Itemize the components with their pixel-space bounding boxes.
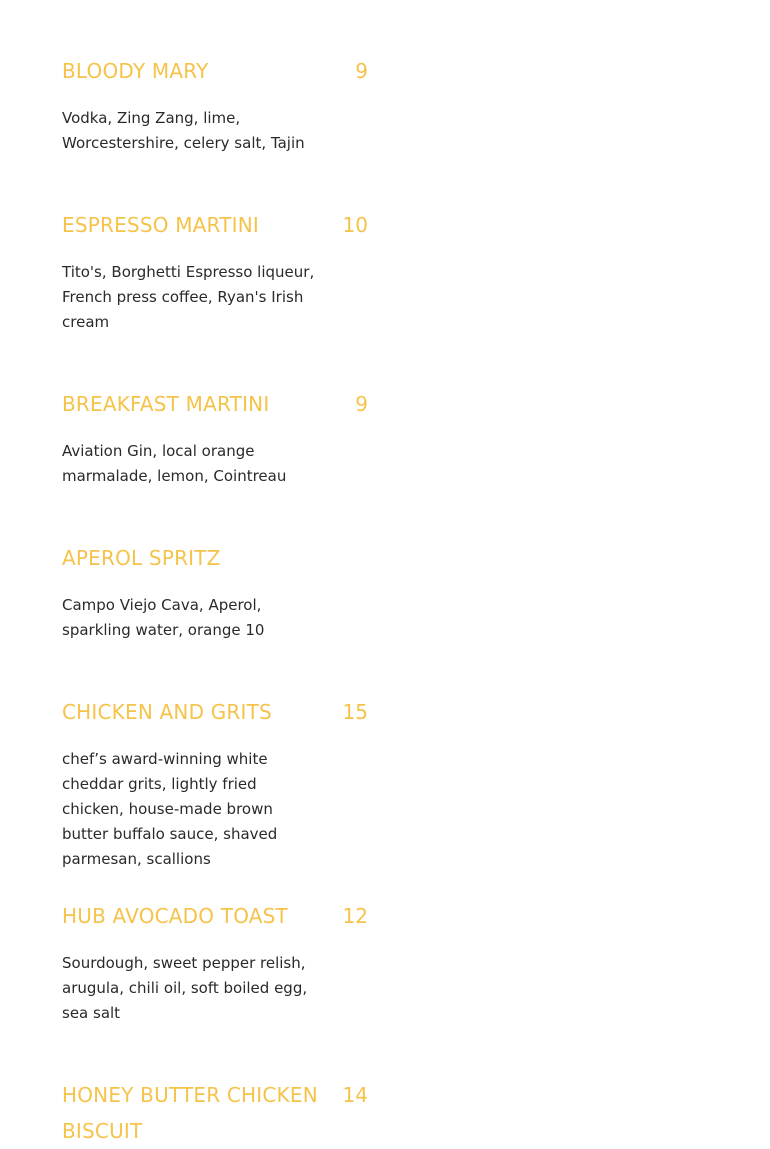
menu-item-honey-butter-chicken-biscuit [62, 1083, 368, 1143]
menu-item-aperol-spritz [62, 546, 368, 643]
menu-item-price: 14 [342, 1083, 368, 1107]
menu-item-breakfast-martini [62, 392, 368, 489]
menu-item-header [62, 392, 368, 424]
menu-item-hub-avocado-toast [62, 904, 368, 1026]
menu-item-name: APEROL SPRITZ [62, 546, 221, 570]
menu-item-description: Aviation Gin, local orange marmalade, lemon, Cointreau [62, 442, 287, 485]
menu-item-name: BREAKFAST MARTINI [62, 392, 270, 416]
menu-item-chicken-and-grits [62, 700, 368, 872]
menu-item-price: 15 [342, 700, 368, 724]
menu-item-header [62, 1083, 368, 1143]
menu-item-name: BLOODY MARY [62, 59, 209, 83]
menu-item-name: HONEY BUTTER CHICKEN BISCUIT [62, 1083, 318, 1143]
menu-item-header [62, 213, 368, 245]
menu-item-name: HUB AVOCADO TOAST [62, 904, 288, 928]
menu-item-description: chef’s award-winning white cheddar grits, lightly fried chicken, house-made brown butter buffalo sauce, shaved parmesan, scallions [62, 750, 278, 868]
menu-item-espresso-martini [62, 213, 368, 335]
menu-item-description: Tito's, Borghetti Espresso liqueur, French press coffee, Ryan's Irish cream [62, 263, 315, 331]
menu-item-header [62, 700, 368, 732]
menu-item-price: 10 [342, 213, 368, 237]
menu-item-price: 12 [342, 904, 368, 928]
menu-item-description: Campo Viejo Cava, Aperol, sparkling water, orange 10 [62, 596, 265, 639]
menu-item-header [62, 59, 368, 91]
menu-item-description: Sourdough, sweet pepper relish, arugula, chili oil, soft boiled egg, sea salt [62, 954, 308, 1022]
menu-item-description: Vodka, Zing Zang, lime, Worcestershire, celery salt, Tajin [62, 109, 305, 152]
menu-item-price: 9 [355, 392, 368, 416]
menu-item-bloody-mary [62, 59, 368, 156]
menu-item-price: 9 [355, 59, 368, 83]
menu-item-header [62, 546, 368, 578]
menu-item-name: ESPRESSO MARTINI [62, 213, 259, 237]
menu-item-header [62, 904, 368, 936]
menu-item-name: CHICKEN AND GRITS [62, 700, 272, 724]
